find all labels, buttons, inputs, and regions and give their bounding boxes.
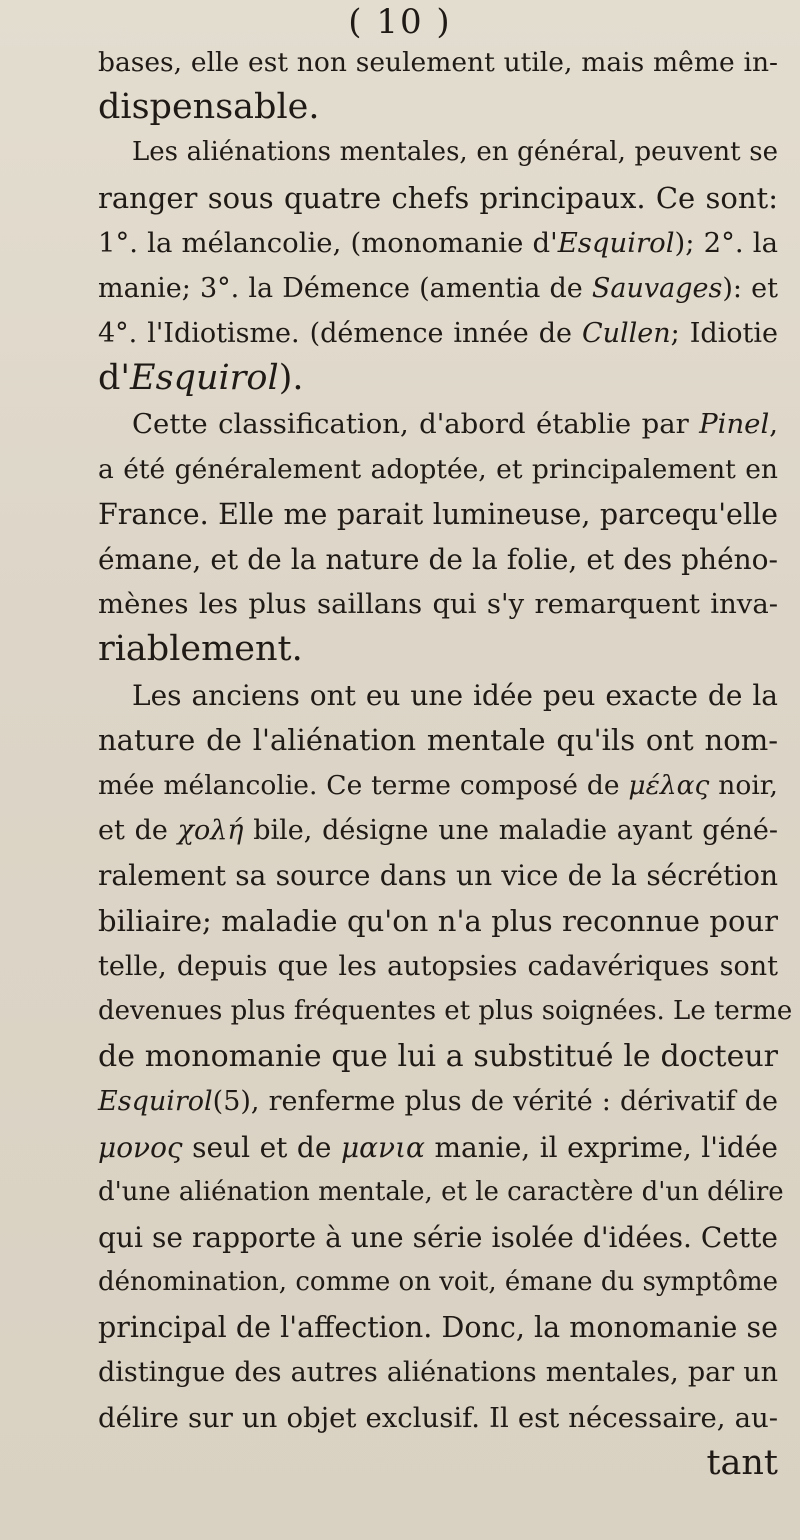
- text-span: ; Idiotie: [670, 318, 778, 350]
- text-line: [98, 266, 778, 311]
- text-line: [98, 1215, 778, 1260]
- text-span: ): et: [722, 272, 778, 304]
- author-name: Esquirol: [98, 1086, 213, 1118]
- text-span: distingue des autres aliénations mentales, par un: [98, 1357, 778, 1389]
- text-span: dispensable.: [98, 87, 320, 128]
- text-line: [98, 537, 778, 582]
- text-line: [98, 40, 778, 85]
- page-text: [98, 40, 793, 1486]
- text-line: [98, 718, 778, 763]
- text-span: manie, il exprime, l'idée: [424, 1130, 778, 1164]
- greek-word: μανια: [340, 1130, 425, 1164]
- author-name: Cullen: [581, 318, 671, 350]
- text-span: ,: [769, 407, 778, 440]
- text-span: Cette classification, d'abord établie par: [132, 407, 700, 440]
- author-name: Pinel: [699, 407, 770, 440]
- text-span: bases, elle est non seulement utile, mais même in-: [98, 47, 778, 78]
- text-span: 4°. l'Idiotisme. (démence innée de: [98, 318, 582, 350]
- text-span: d': [98, 358, 131, 399]
- text-line: [98, 763, 778, 808]
- greek-word: μονος: [98, 1130, 183, 1164]
- paragraph-start: [98, 402, 778, 447]
- text-line: [98, 1034, 778, 1079]
- text-span: ralement sa source dans un vice de la sécrétion: [98, 859, 778, 893]
- text-line: [98, 1350, 778, 1395]
- text-span: bile, désigne une maladie ayant géné-: [243, 815, 778, 847]
- text-line: [98, 808, 778, 853]
- text-line: [98, 85, 778, 130]
- text-line: [98, 989, 793, 1034]
- text-span: émane, et de la nature de la folie, et des phéno-: [98, 543, 778, 577]
- text-span: de monomanie que lui a substitué le docteur: [98, 1039, 778, 1075]
- text-line: [98, 582, 778, 627]
- page-number: ( 10 ): [348, 2, 452, 42]
- text-line: [98, 311, 778, 356]
- text-line: [98, 1125, 778, 1170]
- text-span: mènes les plus saillans qui s'y remarquent inva-: [98, 588, 778, 621]
- text-span: (5), renferme plus de vérité : dérivatif de: [212, 1086, 778, 1118]
- text-span: Les aliénations mentales, en général, peuvent se: [132, 137, 778, 168]
- text-span: noir,: [709, 770, 778, 801]
- text-span: dénomination, comme on voit, émane du symptôme: [98, 1267, 778, 1298]
- text-span: ).: [278, 358, 304, 399]
- text-line: [98, 1079, 778, 1124]
- text-span: telle, depuis que les autopsies cadavériques sont: [98, 950, 778, 982]
- text-line: [98, 1305, 778, 1350]
- text-span: seul et de: [182, 1130, 341, 1164]
- greek-word: χολή: [177, 815, 244, 847]
- text-line: [98, 1260, 778, 1305]
- author-name: Esquirol: [557, 226, 675, 259]
- text-span: a été généralement adoptée, et principalement en: [98, 453, 778, 485]
- text-line: [98, 627, 778, 672]
- text-line: [98, 447, 778, 492]
- text-line: [98, 356, 778, 401]
- text-span: d'une aliénation mentale, et le caractère d'un délire: [98, 1176, 784, 1207]
- text-span: biliaire; maladie qu'on n'a plus reconnue pour: [98, 903, 778, 938]
- text-span: France. Elle me parait lumineuse, parcequ'elle: [98, 497, 778, 531]
- text-span: riablement.: [98, 629, 303, 670]
- text-line: [98, 1396, 778, 1441]
- text-span: 1°. la mélancolie, (monomanie d': [98, 226, 558, 259]
- catchword: [98, 1441, 778, 1486]
- text-line: [98, 853, 778, 898]
- author-name: Esquirol: [130, 358, 279, 399]
- text-line: [98, 899, 778, 944]
- author-name: Sauvages: [591, 272, 723, 304]
- text-span: mée mélancolie. Ce terme composé de: [98, 770, 629, 801]
- text-line: [98, 492, 778, 537]
- text-span: et de: [98, 815, 178, 847]
- text-line: [98, 221, 778, 266]
- paragraph-start: [98, 673, 778, 718]
- paragraph-start: [98, 130, 778, 175]
- text-span: Les anciens ont eu une idée peu exacte de la: [132, 678, 778, 712]
- catchword-text: tant: [706, 1442, 778, 1483]
- text-span: délire sur un objet exclusif. Il est nécessaire, au-: [98, 1401, 778, 1434]
- greek-word: μέλας: [628, 770, 710, 801]
- text-span: qui se rapporte à une série isolée d'idées. Cette: [98, 1220, 778, 1254]
- text-span: manie; 3°. la Démence (amentia de: [98, 272, 592, 304]
- text-span: devenues plus fréquentes et plus soignées. Le terme: [98, 995, 793, 1026]
- text-line: [98, 944, 778, 989]
- text-line: [98, 1170, 784, 1215]
- text-span: principal de l'affection. Donc, la monomanie se: [98, 1311, 778, 1345]
- text-span: ranger sous quatre chefs principaux. Ce sont:: [98, 180, 778, 215]
- text-span: ); 2°. la: [674, 226, 778, 259]
- text-span: nature de l'aliénation mentale qu'ils ont nom-: [98, 722, 778, 757]
- text-line: [98, 176, 778, 221]
